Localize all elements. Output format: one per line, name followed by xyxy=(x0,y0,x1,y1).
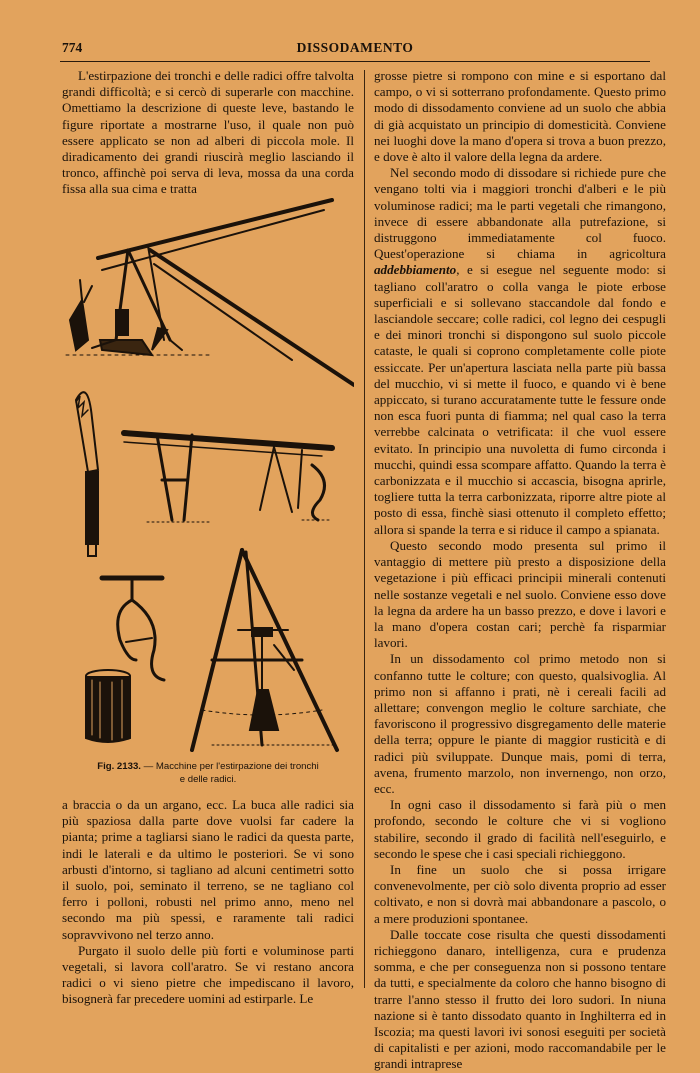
paragraph: In fine un suolo che si possa irrigare convenevolmente, per ciò solo diventa proprio ad esser coltivato, e non si dovrà mai abbandonare a pascolo, o a mere produzioni spontanee. xyxy=(374,861,666,926)
header-rule xyxy=(60,61,650,62)
tongs-machine xyxy=(86,578,164,742)
left-column-bottom xyxy=(62,797,354,1008)
figure-caption xyxy=(62,760,354,786)
page-number: 774 xyxy=(62,40,83,55)
caption-figure-number: Fig. 2133. xyxy=(97,761,141,772)
paragraph: grosse pietre si rompono con mine e si esportano dal campo, o vi si sotterrano profondamente. Questo primo modo di dissodamento conviene ad un suolo che abbia di già acquistato un principio di domesticità. Conviene nei luoghi dove la mano d'opera si trova a buon prezzo, e dove è alto il valore della legna da ardere. xyxy=(374,68,666,165)
paragraph-text: , e si esegue nel seguente modo: si tagliano coll'aratro o colla vanga le piote erbose superficiali e si sollevano staccandole dal fondo e lasciandole seccare; colle radici, col legno dei cespugli e dei minori tronchi si dispongono sul suolo piccole cataste, le quali si coprono completamente colle piote essiccate. Per un'apertura lasciata nella parte più bassa del mucchio, vi si mette il fuoco, e quando vi è bene appiccato, si turano accuratamente tutte le fessure onde non esca fuori punta di fiamma; nel qual caso la terra verrebbe calcinata o vetrificata: il che vuol essere evitato. In principio una nuvoletta di fumo circonda i mucchi, quindi essa scompare affatto. Quando la terra è carbonizzata e il mucchio si accascia, bisogna aprirle, togliere tutta la terra carbonizzata, riporre altre piote al posto di essa, finchè siasi ottenuto il completo effetto; allora si spande la terra e si riduce il campo a spianata. xyxy=(374,262,666,537)
tripod-derrick xyxy=(192,550,337,750)
paragraph: a braccia o da un argano, ecc. La buca alle radici sia più spaziosa dalla parte dove vuolsi far cadere la pianta; prime a tagliarsi siano le radici da questa parte, indi le laterali e da ultimo le posteriori. Se vi sono arbusti d'intorno, si tagliano ad alcuni centimetri sotto il suolo, poi, seminato il terreno, se ne tagliano col ferro i polloni, robusti nel primo anno, meno nel secondo ma più spessi, e raramente tali radici sopravvivono nel terzo anno. xyxy=(62,797,354,942)
lever-machine-1 xyxy=(66,200,354,385)
machines-illustration xyxy=(62,190,354,755)
saw-tool xyxy=(76,392,98,556)
paragraph-text: Nel secondo modo di dissodare si richiede pure che vengano tolti via i maggiori tronchi d'alberi e le più voluminose radici; ma le parti vegetali che rimangono, invece di essere abbandonate alla putrefazione, si distruggono immediatamente col fuoco. Quest'operazione si chiama in agricoltura xyxy=(374,165,666,262)
running-title: DISSODAMENTO xyxy=(296,40,414,55)
paragraph: Questo secondo modo presenta sul primo il vantaggio di mettere più presto a disposizione della vegetazione i più efficaci principii minerali contenuti nelle sostanze vegetali e nel suolo. Conviene esso dove la legna da ardere ha un basso prezzo, e dove i lavori e la mano d'opera costan cari; perchè fa risparmiar lavori. xyxy=(374,537,666,651)
caption-text-2: e delle radici. xyxy=(179,774,237,785)
column-divider xyxy=(364,70,365,988)
paragraph: L'estirpazione dei tronchi e delle radici offre talvolta grandi difficoltà; e si cercò di superarle con macchine. Omettiamo la descrizione di queste leve, bastando le figure riportate a mostrarne l'uso, il quale non può essere applicato se non ad alberi di piccola mole. Il diradicamento dei grandi riuscirà meglio lasciando il tronco, affinchè poi serva di leva, mossa da una corda fissa alla sua cima e tratta xyxy=(62,68,354,197)
caption-text: — Macchine per l'estirpazione dei tronchi xyxy=(143,761,319,772)
paragraph: Purgato il suolo delle più forti e voluminose parti vegetali, si lavora coll'aratro. Se vi restano ancora radici o vi sieno pietre che impediscano il lavoro, bisognerà far precedere uomini ad estirparle. Le xyxy=(62,942,354,1007)
figure-2133 xyxy=(62,190,354,755)
term-addebbiamento: addebbiamento xyxy=(374,262,457,278)
paragraph: In ogni caso il dissodamento si farà più o men profondo, secondo le colture che vi si vogliono stabilire, secondo il grado di facilità nell'eseguirlo, e secondo le spese che i casi speciali richieggono. xyxy=(374,797,666,861)
left-column-top xyxy=(62,68,354,198)
right-column xyxy=(374,68,666,1073)
page-header xyxy=(62,40,648,60)
paragraph: Dalle toccate cose risulta che questi dissodamenti richieggono danaro, intelligenza, cura e prudenza somma, e che per conseguenza non si possono tentare da tutti, e specialmente da coloro che hanno bisogno di trarre l'anno stesso il frutto dei loro sudori. In niuna nazione si è tanto dissodato quanto in Inghilterra ed in Iscozia; ma questi lavori ivi sonosi eseguiti per società di capitalisti e per azioni, modo raccomandabile per le grandi intraprese xyxy=(374,926,666,1072)
paragraph xyxy=(374,165,666,538)
paragraph: In un dissodamento col primo metodo non si confanno tutte le colture; con questo, qualsivoglia. Al primo non si affanno i prati, nè i cereali facili ad allettare; convengon meglio le colture sarchiate, che favoriscono il progressivo disgregamento delle materie della terra; oppure le piante di maggior rusticità e di radici più sviluppate. Dunque mais, pomi di terra, avena, frumento marzolo, non invernengo, non orzo, ecc. xyxy=(374,651,666,796)
lever-machine-2 xyxy=(124,433,332,522)
